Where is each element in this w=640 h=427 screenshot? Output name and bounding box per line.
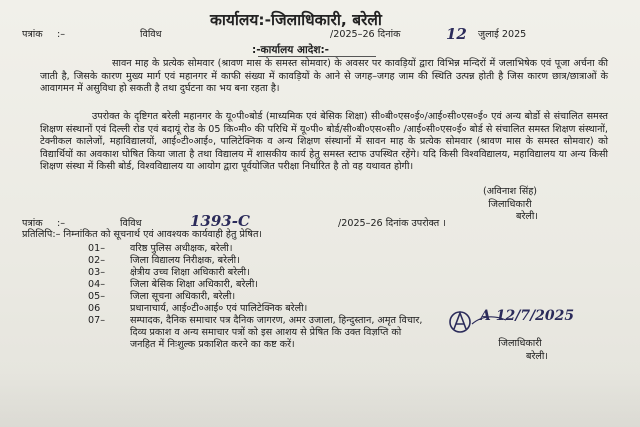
order-paragraph-1: सावन माह के प्रत्येक सोमवार (श्रावण मास के समस्त सोमवार) के अवसर पर कावड़ियों द्वारा विभिन्न मन्दिरों में जलाभिषेक एवं पूजा अर्चना की जाती है, जिसके कारण मुख्य मार्ग एवं महानगर में काफी संख्या में कावड़ियों के आने से जगह–जगह जाम की स्थिति उत्पन्न होती है जिस कारण छात्र/छात्राओं के आवागमन में असुविधा हो सकती है तथा दुर्घटना का भय बना रहता है। [40, 58, 608, 95]
list-item-number: 07– [88, 315, 106, 326]
signature-block-2 [470, 338, 570, 363]
patrank-label: पत्रांक [22, 29, 43, 40]
patrank-dash: :– [57, 29, 66, 40]
handwritten-date-day: 12 [446, 25, 467, 43]
list-item [88, 255, 240, 267]
list-item-text: जिला बेसिक शिक्षा अधिकारी, बरेली। [130, 279, 259, 290]
copy-patrank-dash: :– [57, 218, 66, 229]
list-item [88, 303, 307, 315]
handwritten-signature [446, 302, 596, 338]
signature-block-1 [450, 186, 570, 224]
handwritten-signature-date: A 12/7/2025 [480, 308, 575, 324]
list-item-number: 02– [88, 255, 106, 266]
pratilipi-line: प्रतिलिपि:– निम्नांकित को सूचनार्थ एवं आवश्यक कार्यवाही हेतु प्रेषित। [22, 229, 263, 240]
list-item [88, 243, 233, 255]
header-year-dated: /2025–26 दिनांक [330, 29, 401, 40]
copy-year-dated: /2025–26 दिनांक उपरोक्त । [338, 218, 446, 229]
page-shadow [0, 370, 640, 427]
copy-patrank-label: पत्रांक [22, 218, 43, 229]
list-item-number: 03– [88, 267, 106, 278]
signatory-designation-2: जिलाधिकारी [498, 338, 542, 349]
order-title-underline [258, 56, 376, 57]
list-item [88, 267, 250, 279]
list-item [88, 291, 235, 303]
list-item-text: प्रधानाचार्य, आई०टी०आई० एवं पालिटेक्निक बरेली। [130, 303, 308, 314]
copy-vividh-label: विविध [120, 218, 142, 229]
list-item-text: क्षेत्रीय उच्च शिक्षा अधिकारी बरेली। [130, 267, 250, 278]
list-item-text: सम्पादक, दैनिक समाचार पत्र दैनिक जागरण, अमर उजाला, हिन्दुस्तान, अमृत विचार, [130, 315, 423, 326]
list-item-text: जिला सूचना अधिकारी, बरेली। [130, 291, 236, 302]
signatory-city: बरेली। [515, 211, 539, 223]
handwritten-dispatch-number: 1393-C [190, 212, 250, 230]
list-item-text: वरिष्ठ पुलिस अधीक्षक, बरेली। [130, 243, 233, 254]
header-month-year: जुलाई 2025 [478, 29, 527, 40]
order-title: :-कार्यालय आदेश:- [252, 44, 330, 56]
signatory-name: (अविनाश सिंह) [482, 186, 538, 197]
office-title: कार्यालय:-जिलाधिकारी, बरेली [210, 11, 382, 29]
signatory-designation: जिलाधिकारी [488, 198, 532, 210]
order-paragraph-2: उपरोक्त के दृष्टिगत बरेली महानगर के यू०पी०बोर्ड (माध्यमिक एवं बेसिक शिक्षा) सी०बी०एस०ई०/आई०सी०एस०ई० एवं अन्य बोर्डो से संचालित समस्त शिक्षण संस्थानों एवं दिल्ली रोड एवं बदायूं रोड के 05 कि०मी० की परिधि में यू०पी० बोर्ड/सी०बी०एस०सी० /आई०सी०एस०ई० बोर्ड से संचालित समस्त शिक्षण संस्थानों, टेक्नीकल कालेजों, महाविद्यालयों, आई०टी०आई०, पालिटेक्निक व अन्य शिक्षण संस्थानों में सावन माह के प्रत्येक सोमवार (श्रावण मास के समस्त सोमवार) को विद्यार्थियों का अवकाश घोषित किया जाता है तथा विद्यालय में शासकीय कार्य हेतु समस्त स्टाफ उपस्थित रहेंगे। यदि किसी विश्वविद्यालय, महाविद्यालय या अन्य किसी शिक्षण संस्था में किसी बोर्ड, विश्वविद्यालय या आयोग द्वारा पूर्वयोजित परीक्षा निर्धारित है तो वह यथावत होगी। [40, 111, 608, 173]
list-item-number: 06 [88, 303, 101, 314]
list-item-number: 04– [88, 279, 106, 290]
list-item [88, 279, 258, 291]
list-item-number: 05– [88, 291, 106, 302]
list-item-continuation: जनहित में निःशुल्क प्रकाशित करने का कष्ट करें। [130, 339, 295, 350]
signatory-city-2: बरेली। [525, 350, 549, 362]
list-item [88, 315, 422, 327]
vividh-label: विविध [140, 29, 162, 40]
list-item-number: 01– [88, 243, 106, 254]
list-item-continuation: दिव्य प्रकाश व अन्य समाचार पत्रों को इस आशय से प्रेषित कि उक्त विज्ञप्ति को [130, 327, 402, 338]
list-item-text: जिला विद्यालय निरीक्षक, बरेली। [130, 255, 240, 266]
